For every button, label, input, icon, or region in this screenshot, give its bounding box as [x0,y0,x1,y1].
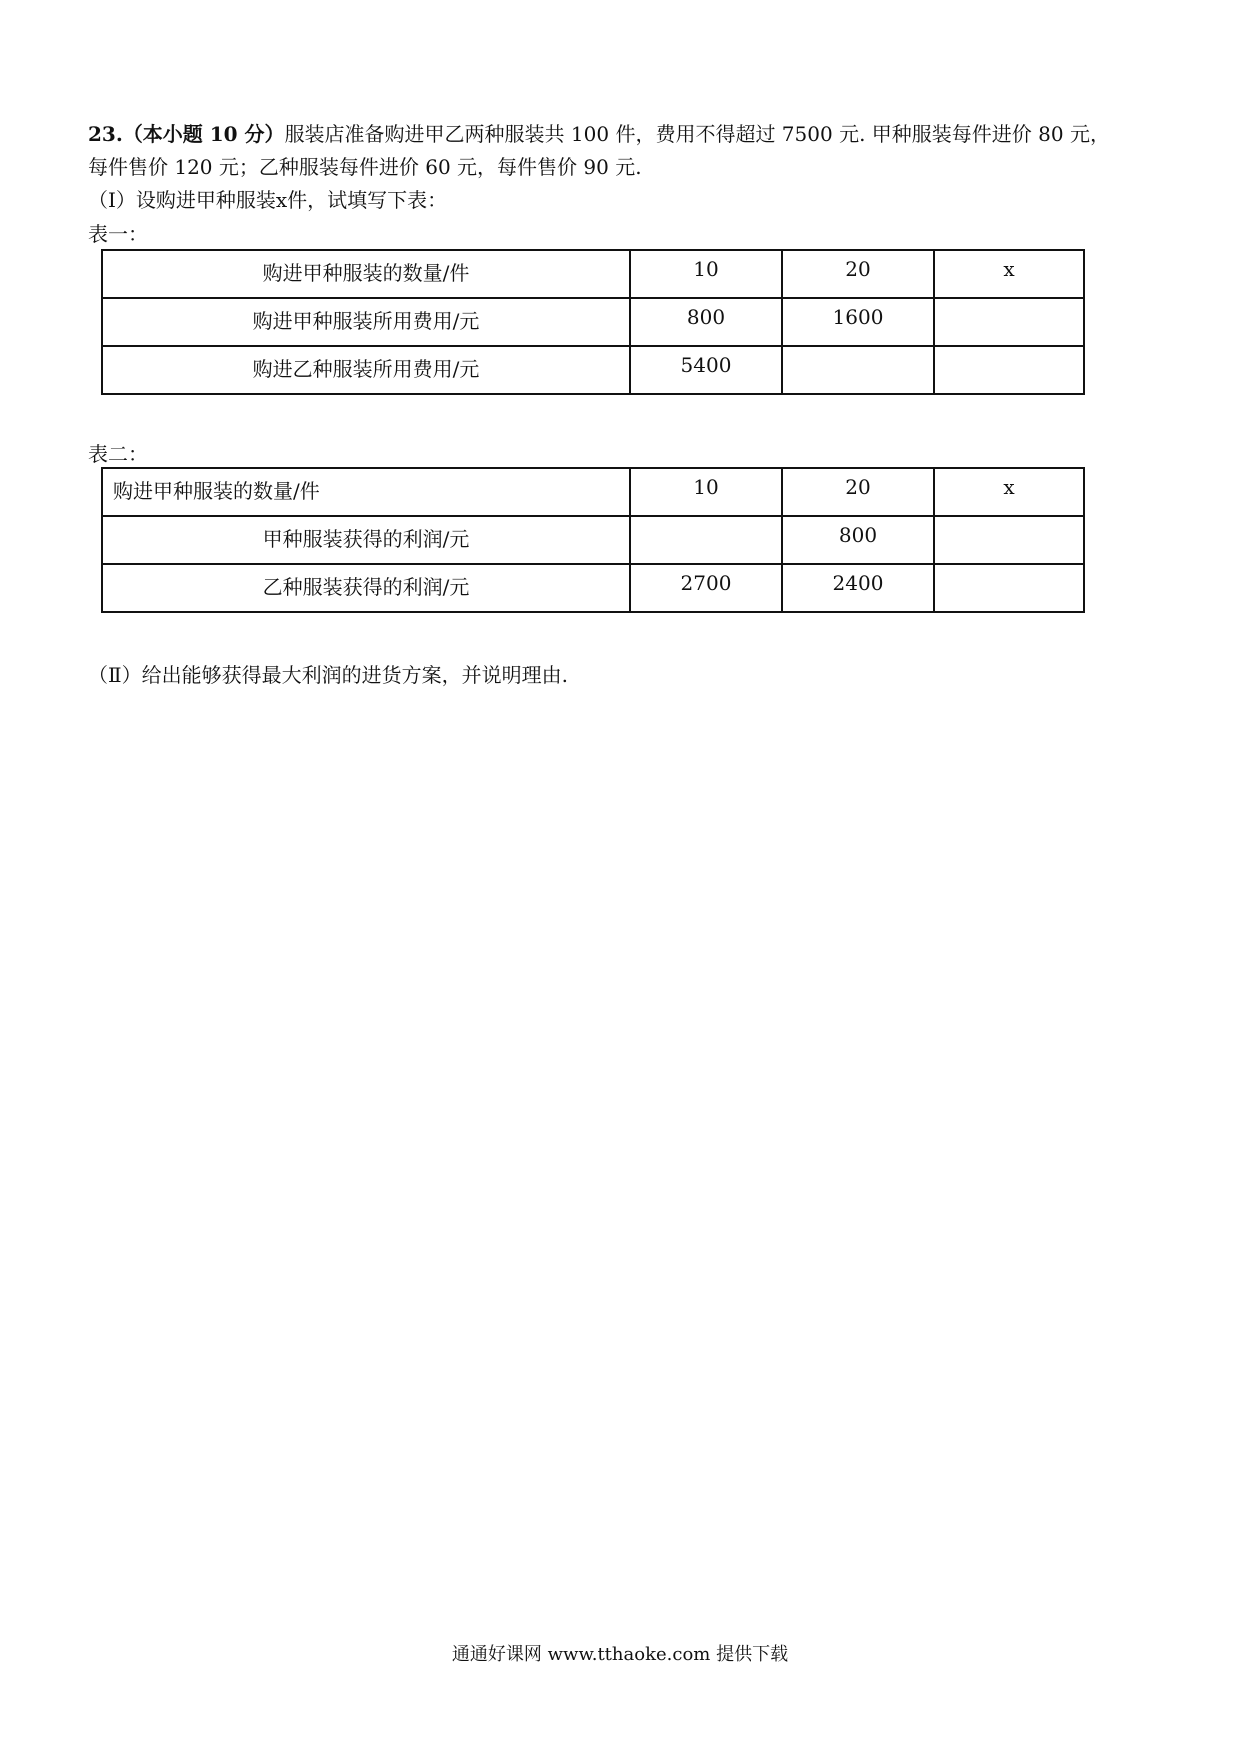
table-cell: 购进乙种服装所用费用/元 [102,346,630,394]
question-text-1: 服装店准备购进甲乙两种服装共 100 件，费用不得超过 7500 元. 甲种服装每件进价 80 元， [284,122,1110,146]
table-cell: 10 [630,250,782,298]
table-cell: 800 [782,516,934,564]
table-2-label: 表二： [88,442,148,466]
answer-cell[interactable] [934,564,1084,612]
table-row [102,516,1084,564]
table-row [102,564,1084,612]
table-row [102,298,1084,346]
table-row [102,346,1084,394]
table-1 [101,249,1085,395]
answer-cell[interactable] [934,516,1084,564]
table-cell: 5400 [630,346,782,394]
answer-cell[interactable] [934,298,1084,346]
part-1-prompt: （Ⅰ）设购进甲种服装x件，试填写下表： [88,188,448,212]
table-row [102,250,1084,298]
table-cell: 乙种服装获得的利润/元 [102,564,630,612]
table-cell: 2400 [782,564,934,612]
question-line-2: 每件售价 120 元；乙种服装每件进价 60 元，每件售价 90 元. [88,155,642,179]
footer-text: 通通好课网 www.tthaoke.com 提供下载 [451,1644,789,1665]
question-line-1 [88,120,1110,148]
table-cell: 1600 [782,298,934,346]
table-cell: 10 [630,468,782,516]
answer-cell[interactable] [934,346,1084,394]
table-cell: 购进甲种服装所用费用/元 [102,298,630,346]
table-cell: 20 [782,250,934,298]
answer-cell[interactable] [782,346,934,394]
score-note: （本小题 10 分） [122,122,285,146]
table-cell: 甲种服装获得的利润/元 [102,516,630,564]
table-cell: x [934,250,1084,298]
table-2 [101,467,1085,613]
table-cell: x [934,468,1084,516]
table-cell: 20 [782,468,934,516]
table-cell: 800 [630,298,782,346]
table-cell: 购进甲种服装的数量/件 [102,250,630,298]
table-cell: 2700 [630,564,782,612]
part-2-prompt: （Ⅱ）给出能够获得最大利润的进货方案，并说明理由. [88,663,568,687]
table-row [102,468,1084,516]
question-number: 23. [88,122,123,146]
table-1-label: 表一： [88,222,148,246]
answer-cell[interactable] [630,516,782,564]
table-cell: 购进甲种服装的数量/件 [102,468,630,516]
